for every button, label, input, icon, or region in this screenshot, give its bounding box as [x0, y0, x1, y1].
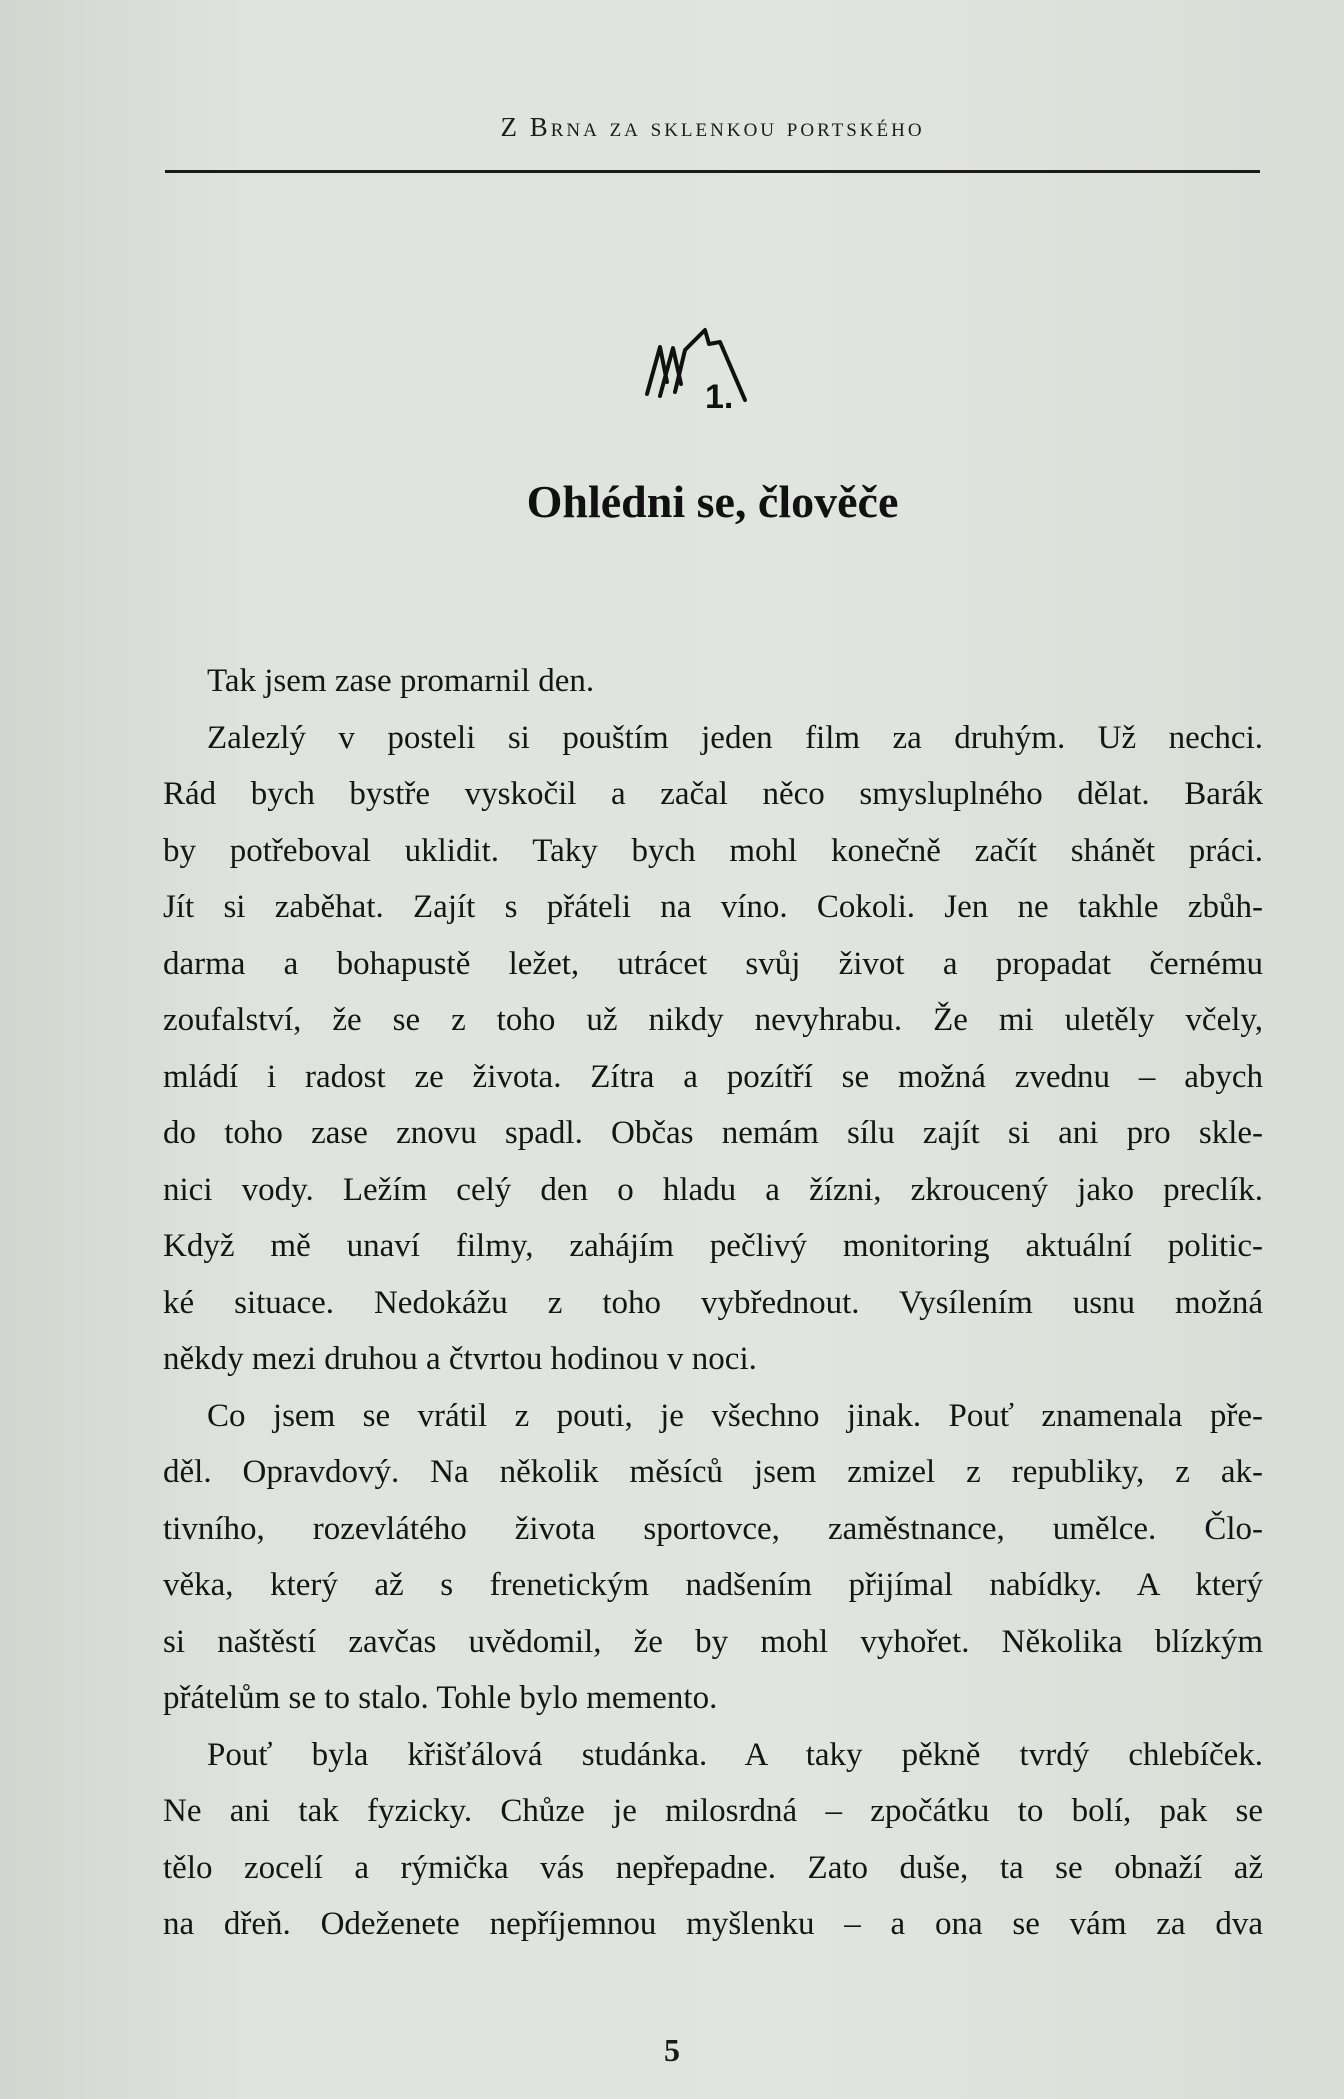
text-line: ké situace. Nedokážu z toho vybřednout. Vysílením usnu možná [163, 1284, 1263, 1321]
text-line: někdy mezi druhou a čtvrtou hodinou v noci. [163, 1341, 757, 1377]
text-line: darma a bohapustě ležet, utrácet svůj život a propadat černému [163, 945, 1263, 982]
paragraph [163, 1388, 1263, 1727]
text-line: Ne ani tak fyzicky. Chůze je milosrdná – zpočátku to bolí, pak se [163, 1793, 1263, 1829]
text-line: do toho zase znovu spadl. Občas nemám sílu zajít si ani pro skle- [163, 1115, 1263, 1151]
text-line: na dřeň. Odeženete nepříjemnou myšlenku – a ona se vám za dva [163, 1906, 1263, 1942]
text-line: přátelům se to stalo. Tohle bylo memento. [163, 1680, 718, 1716]
text-line: Jít si zaběhat. Zajít s přáteli na víno. Cokoli. Jen ne takhle zbůh- [163, 889, 1263, 925]
text-line: si naštěstí zavčas uvědomil, že by mohl vyhořet. Několika blízkým [163, 1623, 1263, 1660]
text-line: nici vody. Ležím celý den o hladu a žízni, zkroucený jako preclík. [163, 1171, 1263, 1208]
mountain-peaks-icon [625, 322, 775, 422]
text-line: Pouť byla křišťálová studánka. A taky pěkně tvrdý chlebíček. [207, 1736, 1263, 1773]
body-text [163, 653, 1263, 1953]
text-line: Co jsem se vrátil z pouti, je všechno jinak. Pouť znamenala pře- [207, 1397, 1263, 1434]
text-line: Zalezlý v posteli si pouštím jeden film za druhým. Už nechci. [207, 719, 1263, 756]
header-rule [165, 170, 1260, 173]
text-line: věka, který až s frenetickým nadšením přijímal nabídky. A který [163, 1567, 1263, 1603]
chapter-number: 1. [705, 378, 734, 416]
text-line: Tak jsem zase promarnil den. [207, 663, 595, 699]
text-line: tělo zocelí a rýmička vás nepřepadne. Zato duše, ta se obnaží až [163, 1849, 1263, 1886]
text-line: tivního, rozevlátého života sportovce, zaměstnance, umělce. Člo- [163, 1510, 1263, 1547]
chapter-title: Ohlédni se, člověče [526, 476, 899, 527]
page-number: 5 [664, 2032, 680, 2068]
text-line: zoufalství, že se z toho už nikdy nevyhrabu. Že mi uletěly včely, [163, 1002, 1263, 1038]
paragraph [163, 710, 1263, 1388]
text-line: děl. Opravdový. Na několik měsíců jsem zmizel z republiky, z ak- [163, 1454, 1263, 1490]
paragraph [163, 653, 1263, 710]
paragraph [163, 1727, 1263, 1953]
text-line: mládí i radost ze života. Zítra a pozítří se možná zvednu – abych [163, 1058, 1263, 1095]
text-line: by potřeboval uklidit. Taky bych mohl konečně začít shánět práci. [163, 832, 1263, 869]
text-line: Rád bych bystře vyskočil a začal něco smysluplného dělat. Barák [163, 776, 1263, 812]
running-head: Z Brna za sklenkou portského [500, 112, 925, 142]
text-line: Když mě unaví filmy, zahájím pečlivý monitoring aktuální politic- [163, 1228, 1263, 1264]
